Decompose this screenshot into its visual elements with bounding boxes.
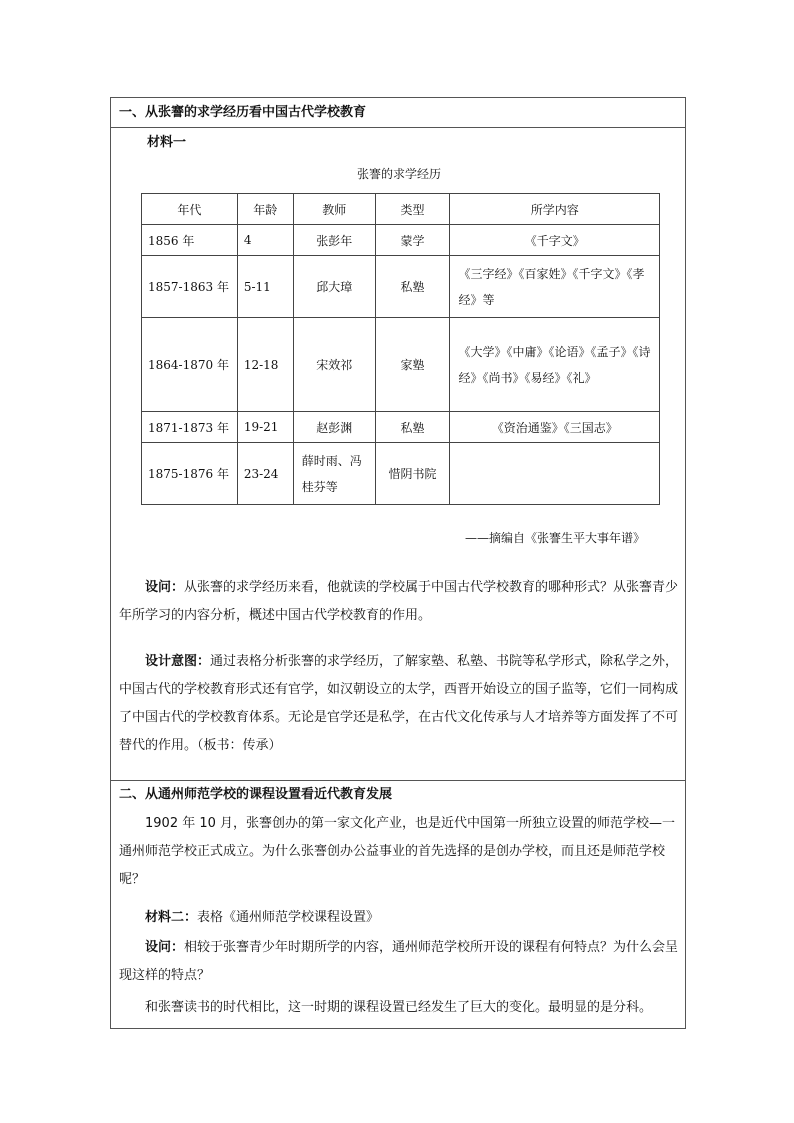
cell-teacher: 邱大璋 xyxy=(293,256,375,318)
cell-type: 私塾 xyxy=(375,256,450,318)
study-history-table xyxy=(141,193,660,505)
material1-label: 材料一 xyxy=(147,135,187,150)
section2-conclusion: 和张謇读书的时代相比，这一时期的课程设置已经发生了巨大的变化。最明显的是分科。 xyxy=(145,1000,653,1015)
table-header-row xyxy=(142,194,660,225)
cell-era: 1864-1870 年 xyxy=(142,318,238,412)
cell-content: 《三字经》《百家姓》《千字文》《孝经》等 xyxy=(450,256,660,318)
cell-content: 《大学》《中庸》《论语》《孟子》《诗经》《尚书》《易经》《礼》 xyxy=(450,318,660,412)
table-row xyxy=(142,443,660,505)
question1 xyxy=(119,574,679,630)
section2-heading: 二、从通州师范学校的课程设置看近代教育发展 xyxy=(119,787,393,802)
cell-type: 蒙学 xyxy=(375,225,450,256)
question2-text: 相较于张謇青少年时期所学的内容，通州师范学校所开设的课程有何特点？为什么会呈现这样的特点？ xyxy=(119,940,679,983)
cell-type: 家塾 xyxy=(375,318,450,412)
material2-text: 表格《通州师范学校课程设置》 xyxy=(197,910,380,925)
question2-label: 设问： xyxy=(145,940,185,955)
material2-label: 材料二： xyxy=(145,910,198,925)
cell-age: 19-21 xyxy=(237,412,293,443)
cell-content xyxy=(450,443,660,505)
cell-teacher: 宋效祁 xyxy=(293,318,375,412)
cell-teacher: 赵彭渊 xyxy=(293,412,375,443)
cell-teacher: 张彭年 xyxy=(293,225,375,256)
question1-label: 设问： xyxy=(145,580,185,595)
divider xyxy=(111,127,685,128)
cell-age: 4 xyxy=(237,225,293,256)
material2 xyxy=(119,904,679,932)
cell-age: 5-11 xyxy=(237,256,293,318)
cell-teacher: 薛时雨、冯桂芬等 xyxy=(293,443,375,505)
divider xyxy=(111,780,685,781)
design-intent-label: 设计意图： xyxy=(145,654,211,669)
table-row xyxy=(142,225,660,256)
cell-type: 私塾 xyxy=(375,412,450,443)
section1-heading: 一、从张謇的求学经历看中国古代学校教育 xyxy=(119,105,367,120)
cell-content: 《资治通鉴》《三国志》 xyxy=(450,412,660,443)
cell-content: 《千字文》 xyxy=(450,225,660,256)
cell-era: 1857-1863 年 xyxy=(142,256,238,318)
header-content: 所学内容 xyxy=(450,194,660,225)
cell-age: 23-24 xyxy=(237,443,293,505)
table-source: ——摘编自《张謇生平大事年谱》 xyxy=(464,531,645,545)
cell-era: 1875-1876 年 xyxy=(142,443,238,505)
cell-era: 1871-1873 年 xyxy=(142,412,238,443)
cell-type: 惜阴书院 xyxy=(375,443,450,505)
table-row xyxy=(142,412,660,443)
table-row xyxy=(142,318,660,412)
design-intent-text: 通过表格分析张謇的求学经历，了解家塾、私塾、书院等私学形式，除私学之外，中国古代的学校教育形式还有官学，如汉朝设立的太学，西晋开始设立的国子监等，它们一同构成了中国古代的学校教育体系。无论是官学还是私学，在古代文化传承与人才培养等方面发挥了不可替代的作用。（板书：传承） xyxy=(119,654,679,753)
header-era: 年代 xyxy=(142,194,238,225)
header-type: 类型 xyxy=(375,194,450,225)
header-age: 年龄 xyxy=(237,194,293,225)
table-row xyxy=(142,256,660,318)
cell-age: 12-18 xyxy=(237,318,293,412)
design-intent xyxy=(119,648,679,760)
question1-text: 从张謇的求学经历来看，他就读的学校属于中国古代学校教育的哪种形式？从张謇青少年所学习的内容分析，概述中国古代学校教育的作用。 xyxy=(119,580,679,623)
table-caption: 张謇的求学经历 xyxy=(356,167,441,181)
cell-era: 1856 年 xyxy=(142,225,238,256)
header-teacher: 教师 xyxy=(293,194,375,225)
lesson-plan-frame xyxy=(110,97,686,1029)
question2 xyxy=(119,934,679,990)
section2-paragraph: 1902 年 10 月，张謇创办的第一家文化产业，也是近代中国第一所独立设置的师范学校—一通州师范学校正式成立。为什么张謇创办公益事业的首先选择的是创办学校，而且还是师范学校呢？ xyxy=(119,816,676,887)
